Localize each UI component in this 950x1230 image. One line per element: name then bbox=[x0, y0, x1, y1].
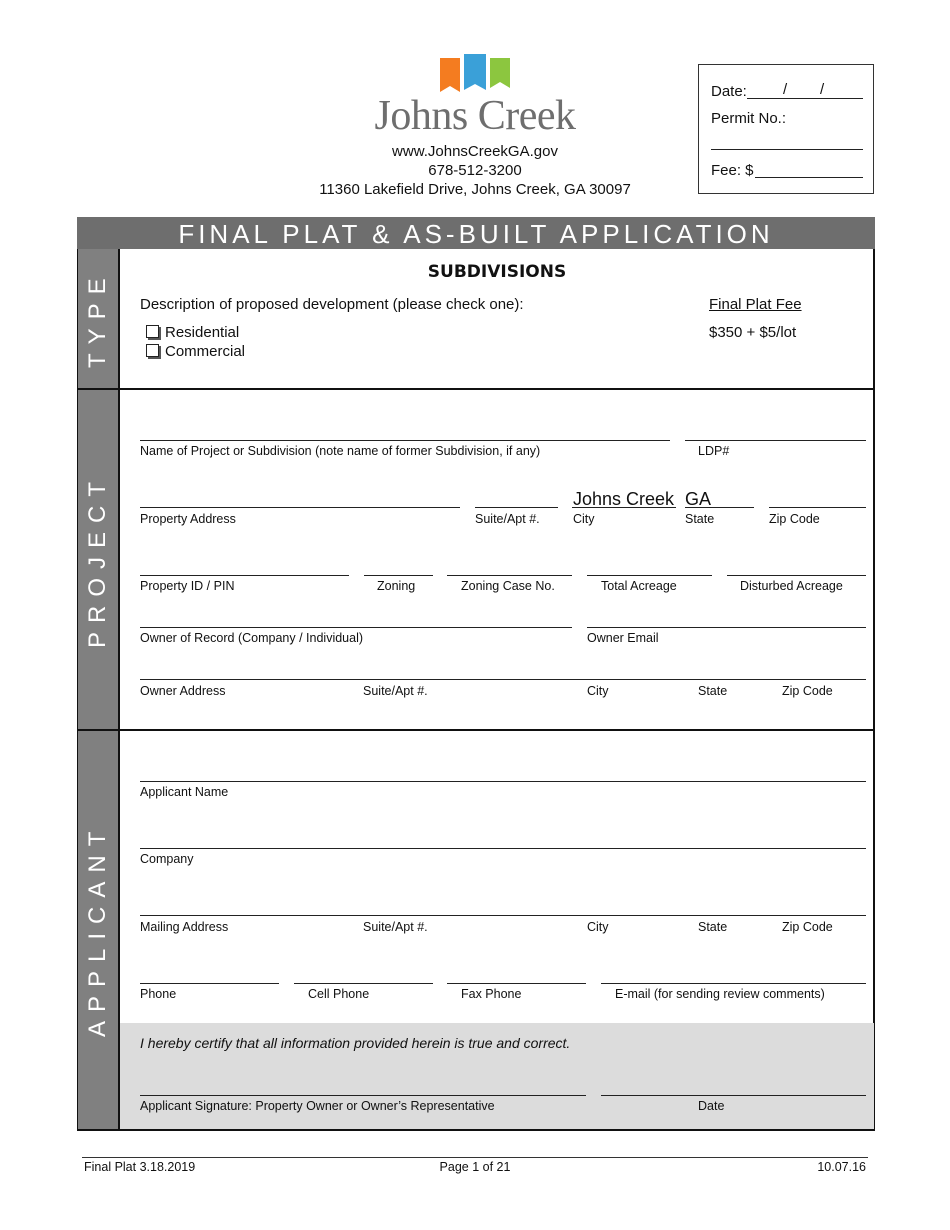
disturbed-acreage-label: Disturbed Acreage bbox=[740, 579, 843, 593]
city-label: City bbox=[573, 512, 595, 526]
property-address-label: Property Address bbox=[140, 512, 236, 526]
ldp-label: LDP# bbox=[698, 444, 730, 458]
project-side-bar bbox=[78, 390, 118, 730]
project-name-label: Name of Project or Subdivision (note name of former Subdivision, if any) bbox=[140, 444, 541, 458]
company-field[interactable] bbox=[140, 848, 866, 849]
commercial-checkbox[interactable] bbox=[146, 344, 159, 357]
signature-label: Applicant Signature: Property Owner or Owner’s Representative bbox=[140, 1099, 495, 1113]
date-separator: / bbox=[820, 81, 825, 98]
certification-statement: I hereby certify that all information provided herein is true and correct. bbox=[140, 1035, 571, 1051]
zoning-case-field[interactable] bbox=[447, 575, 572, 576]
company-label: Company bbox=[140, 852, 194, 866]
mailing-address-label: Mailing Address bbox=[140, 920, 229, 934]
section-divider bbox=[78, 388, 874, 390]
owner-email-label: Owner Email bbox=[587, 631, 659, 645]
commercial-label: Commercial bbox=[165, 343, 246, 360]
total-acreage-field[interactable] bbox=[587, 575, 712, 576]
footer-page-number: Page 1 of 21 bbox=[439, 1160, 511, 1174]
type-side-bar bbox=[78, 249, 118, 389]
zip-field[interactable] bbox=[769, 507, 866, 508]
project-name-field[interactable] bbox=[140, 440, 670, 441]
office-address: 11360 Lakefield Drive, Johns Creek, GA 30097 bbox=[319, 181, 631, 198]
fee-field[interactable] bbox=[755, 177, 863, 178]
signature-date-label: Date bbox=[698, 1099, 725, 1113]
mailing-address-field[interactable] bbox=[140, 915, 866, 916]
date-field[interactable] bbox=[747, 98, 863, 99]
zip-label: Zip Code bbox=[769, 512, 820, 526]
owner-address-field[interactable] bbox=[140, 679, 866, 680]
property-id-field[interactable] bbox=[140, 575, 349, 576]
cell-phone-label: Cell Phone bbox=[308, 987, 370, 1001]
total-acreage-label: Total Acreage bbox=[601, 579, 677, 593]
property-address-field[interactable] bbox=[140, 507, 460, 508]
residential-checkbox[interactable] bbox=[146, 325, 159, 338]
side-divider bbox=[118, 249, 120, 1129]
owner-address-label: Owner Address bbox=[140, 684, 226, 698]
applicant-name-label: Applicant Name bbox=[140, 785, 229, 799]
email-field[interactable] bbox=[601, 983, 866, 984]
applicant-side-label: APPLICANT bbox=[84, 822, 111, 1038]
signature-date-field[interactable] bbox=[601, 1095, 866, 1096]
owner-state-label: State bbox=[698, 684, 728, 698]
disturbed-acreage-field[interactable] bbox=[727, 575, 866, 576]
email-label: E-mail (for sending review comments) bbox=[615, 987, 825, 1001]
permit-field[interactable] bbox=[711, 149, 863, 150]
owner-zip-label: Zip Code bbox=[782, 684, 833, 698]
owner-of-record-field[interactable] bbox=[140, 627, 572, 628]
option-commercial[interactable] bbox=[146, 343, 245, 360]
state-label: State bbox=[685, 512, 715, 526]
footer-divider bbox=[82, 1157, 868, 1158]
phone-label: Phone bbox=[140, 987, 177, 1001]
date-separator: / bbox=[783, 81, 788, 98]
applicant-name-field[interactable] bbox=[140, 781, 866, 782]
subdivisions-heading: SUBDIVISIONS bbox=[427, 262, 567, 282]
date-label: Date: bbox=[711, 83, 747, 100]
applicant-city-label: City bbox=[587, 920, 609, 934]
project-side-label: PROJECT bbox=[84, 472, 111, 648]
section-divider bbox=[78, 729, 874, 731]
office-use-box bbox=[698, 64, 874, 194]
zoning-field[interactable] bbox=[364, 575, 433, 576]
footer-form-version: Final Plat 3.18.2019 bbox=[84, 1160, 196, 1174]
fee-label: Fee: $ bbox=[711, 162, 754, 179]
owner-of-record-label: Owner of Record (Company / Individual) bbox=[140, 631, 364, 645]
applicant-state-label: State bbox=[698, 920, 728, 934]
applicant-zip-label: Zip Code bbox=[782, 920, 833, 934]
applicant-side-bar bbox=[78, 731, 118, 1129]
fax-phone-label: Fax Phone bbox=[461, 987, 522, 1001]
form-title: FINAL PLAT & AS-BUILT APPLICATION bbox=[77, 217, 875, 249]
suite-field[interactable] bbox=[475, 507, 558, 508]
option-residential[interactable] bbox=[146, 324, 239, 341]
ldp-field[interactable] bbox=[685, 440, 866, 441]
applicant-suite-label: Suite/Apt #. bbox=[363, 920, 428, 934]
zoning-label: Zoning bbox=[377, 579, 416, 593]
owner-city-label: City bbox=[587, 684, 609, 698]
zoning-case-label: Zoning Case No. bbox=[461, 579, 555, 593]
state-value[interactable]: GA bbox=[685, 489, 712, 509]
fax-phone-field[interactable] bbox=[447, 983, 586, 984]
owner-email-field[interactable] bbox=[587, 627, 866, 628]
owner-suite-label: Suite/Apt #. bbox=[363, 684, 428, 698]
footer-date: 10.07.16 bbox=[817, 1160, 866, 1174]
fee-heading: Final Plat Fee bbox=[709, 296, 802, 313]
city-value[interactable]: Johns Creek bbox=[573, 489, 675, 509]
permit-label: Permit No.: bbox=[711, 110, 787, 127]
property-id-label: Property ID / PIN bbox=[140, 579, 235, 593]
suite-label: Suite/Apt #. bbox=[475, 512, 540, 526]
signature-field[interactable] bbox=[140, 1095, 586, 1096]
website-link[interactable]: www.JohnsCreekGA.gov bbox=[392, 143, 558, 160]
logo-flags-icon bbox=[440, 54, 512, 94]
development-description: Description of proposed development (please check one): bbox=[140, 296, 524, 313]
logo-text: Johns Creek bbox=[374, 93, 576, 139]
fee-value: $350 + $5/lot bbox=[709, 324, 797, 341]
phone-field[interactable] bbox=[140, 983, 279, 984]
residential-label: Residential bbox=[165, 324, 240, 341]
type-side-label: TYPE bbox=[84, 269, 111, 369]
phone-number: 678-512-3200 bbox=[428, 162, 522, 179]
cell-phone-field[interactable] bbox=[294, 983, 433, 984]
